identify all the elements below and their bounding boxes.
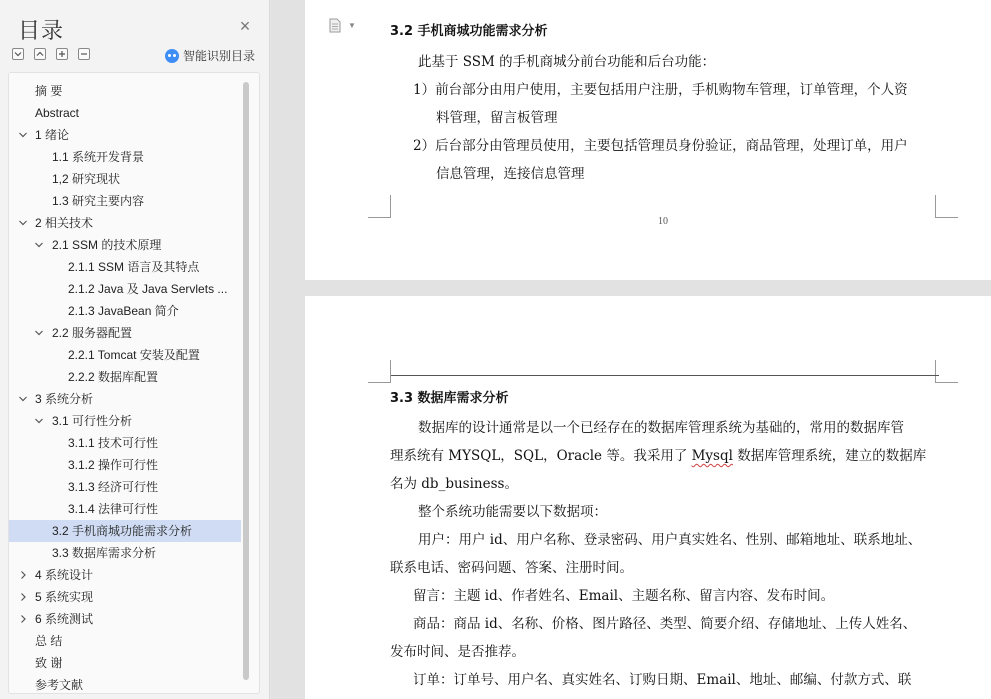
toc-sidebar — [0, 0, 270, 699]
toc-item[interactable] — [9, 80, 241, 102]
list-item-cont: 料管理，留言板管理 — [436, 110, 558, 126]
chevron-right-icon[interactable] — [17, 608, 29, 630]
toc-item-label: Abstract — [35, 106, 80, 120]
toc-item-label: 6 系统测试 — [35, 612, 94, 626]
crop-mark — [368, 360, 391, 383]
toc-item-label: 1.3 研究主要内容 — [52, 194, 145, 208]
expand-all-icon[interactable] — [12, 48, 24, 60]
crop-mark — [368, 195, 391, 218]
list-item: 2）后台部分由管理员使用，主要包括管理员身份验证，商品管理，处理订单，用户 — [413, 138, 908, 154]
toc-item-label: 3.1.3 经济可行性 — [68, 480, 159, 494]
crop-mark — [935, 195, 958, 218]
toc-item[interactable] — [9, 322, 241, 344]
toc-item[interactable] — [9, 388, 241, 410]
toc-item-label: 3.1.1 技术可行性 — [68, 436, 159, 450]
toc-item[interactable] — [9, 146, 241, 168]
toc-item-label: 3.1 可行性分析 — [52, 414, 133, 428]
toc-item-label: 参考文献 — [35, 678, 84, 692]
toc-item-label: 3.1.4 法律可行性 — [68, 502, 159, 516]
chevron-down-icon[interactable] — [33, 410, 45, 432]
header-rule — [391, 375, 939, 376]
toc-item[interactable] — [9, 542, 241, 564]
toc-item[interactable] — [9, 300, 241, 322]
smart-toc-button[interactable] — [165, 47, 255, 64]
toc-toolbar — [12, 48, 90, 60]
toc-item[interactable] — [9, 234, 241, 256]
toc-item-label: 1.1 系统开发背景 — [52, 150, 145, 164]
chevron-right-icon[interactable] — [17, 586, 29, 608]
toc-item[interactable] — [9, 586, 241, 608]
toc-item[interactable] — [9, 476, 241, 498]
minus-icon[interactable] — [78, 48, 90, 60]
paragraph: 订单：订单号、用户名、真实姓名、订购日期、Email、地址、邮编、付款方式、联 — [413, 672, 912, 688]
scrollbar[interactable] — [243, 82, 249, 680]
toc-item[interactable] — [9, 564, 241, 586]
paragraph: 留言：主题 id、作者姓名、Email、主题名称、留言内容、发布时间。 — [413, 588, 835, 604]
paragraph: 此基于 SSM 的手机商城分前台功能和后台功能： — [418, 54, 716, 70]
paragraph: 发布时间、是否推荐。 — [390, 644, 525, 660]
toc-item-label: 2 相关技术 — [35, 216, 94, 230]
toc-item-label: 1 绪论 — [35, 128, 70, 142]
toc-item-label: 摘 要 — [35, 84, 63, 98]
toc-tree — [9, 80, 241, 694]
toc-item-label: 2.2 服务器配置 — [52, 326, 133, 340]
document-area — [271, 0, 991, 699]
toc-item-label: 总 结 — [35, 634, 63, 648]
toc-item[interactable] — [9, 498, 241, 520]
smart-recognize-icon — [165, 49, 179, 63]
toc-item-label: 2.1.3 JavaBean 简介 — [68, 304, 179, 318]
toc-item[interactable] — [9, 520, 241, 542]
toc-item-label: 5 系统实现 — [35, 590, 94, 604]
toc-item[interactable] — [9, 630, 241, 652]
paragraph: 商品：商品 id、名称、价格、图片路径、类型、简要介绍、存储地址、上传人姓名、 — [413, 616, 917, 632]
toc-item-label: 4 系统设计 — [35, 568, 94, 582]
toc-item-label: 3.2 手机商城功能需求分析 — [52, 524, 193, 538]
sidebar-title: 目录 — [18, 18, 65, 43]
collapse-up-icon[interactable] — [34, 48, 46, 60]
toc-item-label: 3.1.2 操作可行性 — [68, 458, 159, 472]
paragraph: 名为 db_business。 — [390, 476, 518, 492]
toc-item[interactable] — [9, 454, 241, 476]
text-run: 数据库管理系统，建立的数据库 — [732, 448, 927, 464]
paragraph — [390, 442, 926, 470]
crop-mark — [935, 360, 958, 383]
toc-item[interactable] — [9, 124, 241, 146]
toc-item-label: 2.2.1 Tomcat 安装及配置 — [68, 348, 200, 362]
toc-item-label: 3.3 数据库需求分析 — [52, 546, 157, 560]
section-heading: 3.2 手机商城功能需求分析 — [390, 24, 548, 39]
spellcheck-word[interactable]: Mysql — [691, 448, 733, 464]
toc-item-label: 2.1 SSM 的技术原理 — [52, 238, 162, 252]
toc-tree-panel — [8, 72, 260, 694]
paragraph: 联系电话、密码问题、答案、注册时间。 — [390, 560, 633, 576]
toc-item-label: 2.1.2 Java 及 Java Servlets ... — [68, 282, 228, 296]
list-item: 1）前台部分由用户使用，主要包括用户注册，手机购物车管理，订单管理，个人资 — [413, 82, 908, 98]
paragraph: 用户：用户 id、用户名称、登录密码、用户真实姓名、性别、邮箱地址、联系地址、 — [418, 532, 922, 548]
toc-item-label: 3 系统分析 — [35, 392, 94, 406]
chevron-down-icon[interactable] — [33, 234, 45, 256]
plus-icon[interactable] — [56, 48, 68, 60]
list-item-cont: 信息管理，连接信息管理 — [436, 166, 585, 182]
text-run: 理系统有 MYSQL，SQL，Oracle 等。我采用了 — [390, 448, 692, 464]
toc-item[interactable] — [9, 102, 241, 124]
chevron-right-icon[interactable] — [17, 564, 29, 586]
toc-item[interactable] — [9, 410, 241, 432]
toc-item[interactable] — [9, 608, 241, 630]
toc-item[interactable] — [9, 366, 241, 388]
toc-item[interactable] — [9, 652, 241, 674]
chevron-down-icon[interactable] — [33, 322, 45, 344]
chevron-down-icon[interactable] — [17, 212, 29, 234]
chevron-down-icon[interactable] — [17, 388, 29, 410]
chevron-down-icon[interactable]: ▼ — [348, 21, 356, 30]
toc-item[interactable] — [9, 212, 241, 234]
paragraph: 数据库的设计通常是以一个已经存在的数据库管理系统为基础的，常用的数据库管 — [418, 420, 904, 436]
toc-item[interactable] — [9, 674, 241, 694]
toc-item-label: 2.2.2 数据库配置 — [68, 370, 159, 384]
toc-item-label: 2.1.1 SSM 语言及其特点 — [68, 260, 200, 274]
chevron-down-icon[interactable] — [17, 124, 29, 146]
page-icon[interactable] — [329, 18, 341, 33]
toc-item[interactable] — [9, 344, 241, 366]
toc-item[interactable] — [9, 190, 241, 212]
page — [305, 296, 991, 699]
toc-item-label: 1,2 研究现状 — [52, 172, 121, 186]
section-heading: 3.3 数据库需求分析 — [390, 391, 509, 406]
toc-item-label: 致 谢 — [35, 656, 63, 670]
toc-item[interactable] — [9, 256, 241, 278]
toc-item[interactable] — [9, 278, 241, 300]
smart-toc-label: 智能识别目录 — [183, 49, 256, 63]
toc-item[interactable] — [9, 168, 241, 190]
page-number: 10 — [658, 216, 668, 227]
paragraph: 整个系统功能需要以下数据项： — [418, 504, 607, 520]
toc-item[interactable] — [9, 432, 241, 454]
close-icon[interactable]: × — [239, 16, 251, 36]
page — [305, 0, 991, 280]
